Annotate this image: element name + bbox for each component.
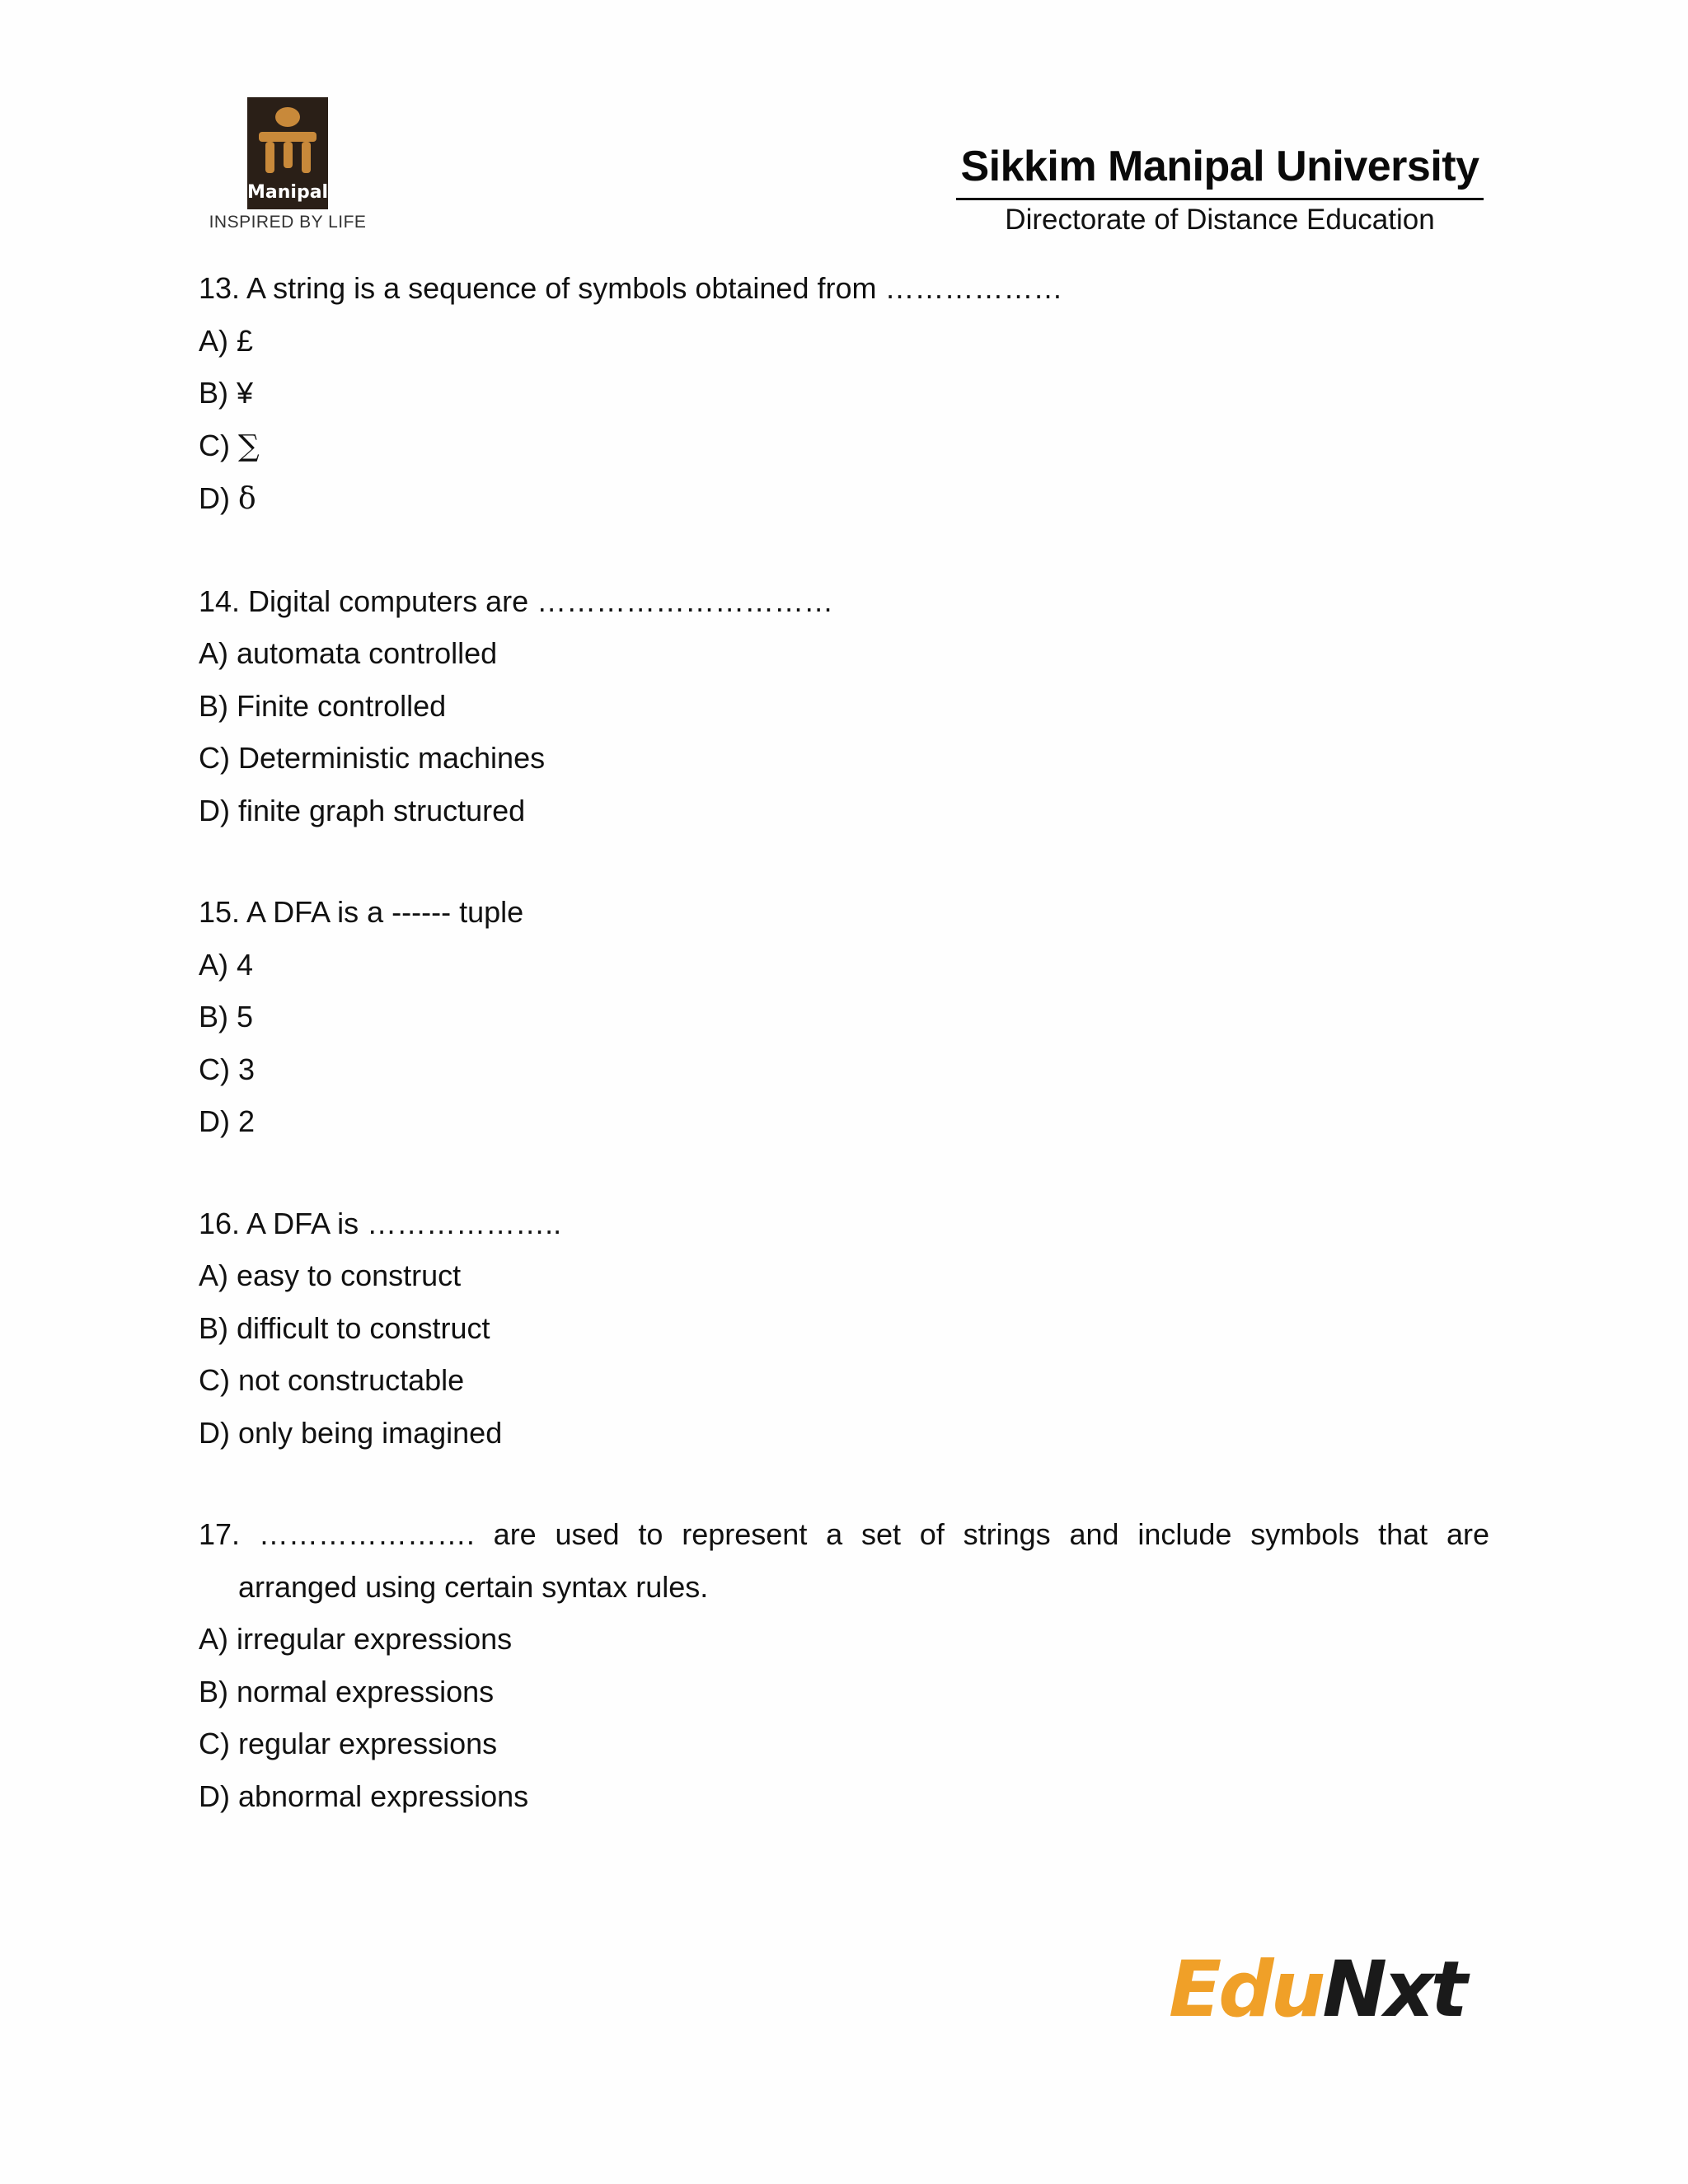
option-d: D) 2 xyxy=(199,1104,256,1138)
option-b: B) 5 xyxy=(199,1000,254,1033)
logo-word: Manipal xyxy=(247,182,329,203)
option-a: A) £ xyxy=(199,323,254,358)
question-text: 13. A string is a sequence of symbols obtained from ……………… xyxy=(199,271,1063,305)
question-14 xyxy=(199,575,1489,837)
option-b: B) normal expressions xyxy=(199,1674,495,1708)
option-d: D) only being imagined xyxy=(199,1415,503,1450)
option-a: A) automata controlled xyxy=(199,636,498,670)
question-15 xyxy=(199,886,1489,1148)
edunxt-logo xyxy=(1169,1945,1465,2035)
option-c: C) ∑ xyxy=(199,428,260,463)
manipal-logo xyxy=(201,97,374,232)
university-header xyxy=(956,142,1484,237)
question-text: 14. Digital computers are ………………………… xyxy=(199,583,834,618)
option-b: B) Finite controlled xyxy=(199,688,447,723)
option-d: D) δ xyxy=(199,481,256,516)
university-subtitle: Directorate of Distance Education xyxy=(1005,204,1435,236)
option-c: C) regular expressions xyxy=(199,1727,498,1760)
option-b: B) ¥ xyxy=(199,376,254,410)
question-13 xyxy=(199,262,1489,526)
edunxt-logo-nxt: Nxt xyxy=(1322,1945,1465,2035)
logo-tagline: INSPIRED BY LIFE xyxy=(209,213,367,232)
manipal-logo-mark xyxy=(247,97,328,209)
question-text: 16. A DFA is ……………….. xyxy=(199,1206,562,1240)
question-text: 15. A DFA is a ------ tuple xyxy=(199,895,524,929)
option-d: D) finite graph structured xyxy=(199,793,526,827)
university-name: Sikkim Manipal University xyxy=(956,142,1484,200)
question-text: 17. …………………. are used to represent a set of strings and include symbols that are xyxy=(199,1517,1489,1551)
option-c: C) 3 xyxy=(199,1052,256,1086)
option-b: B) difficult to construct xyxy=(199,1310,490,1345)
question-17 xyxy=(199,1508,1489,1822)
option-c: C) not constructable xyxy=(199,1363,465,1397)
question-text-continued: arranged using certain syntax rules. xyxy=(238,1569,709,1604)
option-a: A) 4 xyxy=(199,947,254,982)
question-16 xyxy=(199,1197,1489,1460)
question-list xyxy=(199,262,1489,1872)
edunxt-logo-edu: Edu xyxy=(1169,1945,1323,2035)
option-a: A) easy to construct xyxy=(199,1258,462,1292)
option-c: C) Deterministic machines xyxy=(199,741,546,775)
option-a: A) irregular expressions xyxy=(199,1622,513,1656)
option-d: D) abnormal expressions xyxy=(199,1779,529,1813)
